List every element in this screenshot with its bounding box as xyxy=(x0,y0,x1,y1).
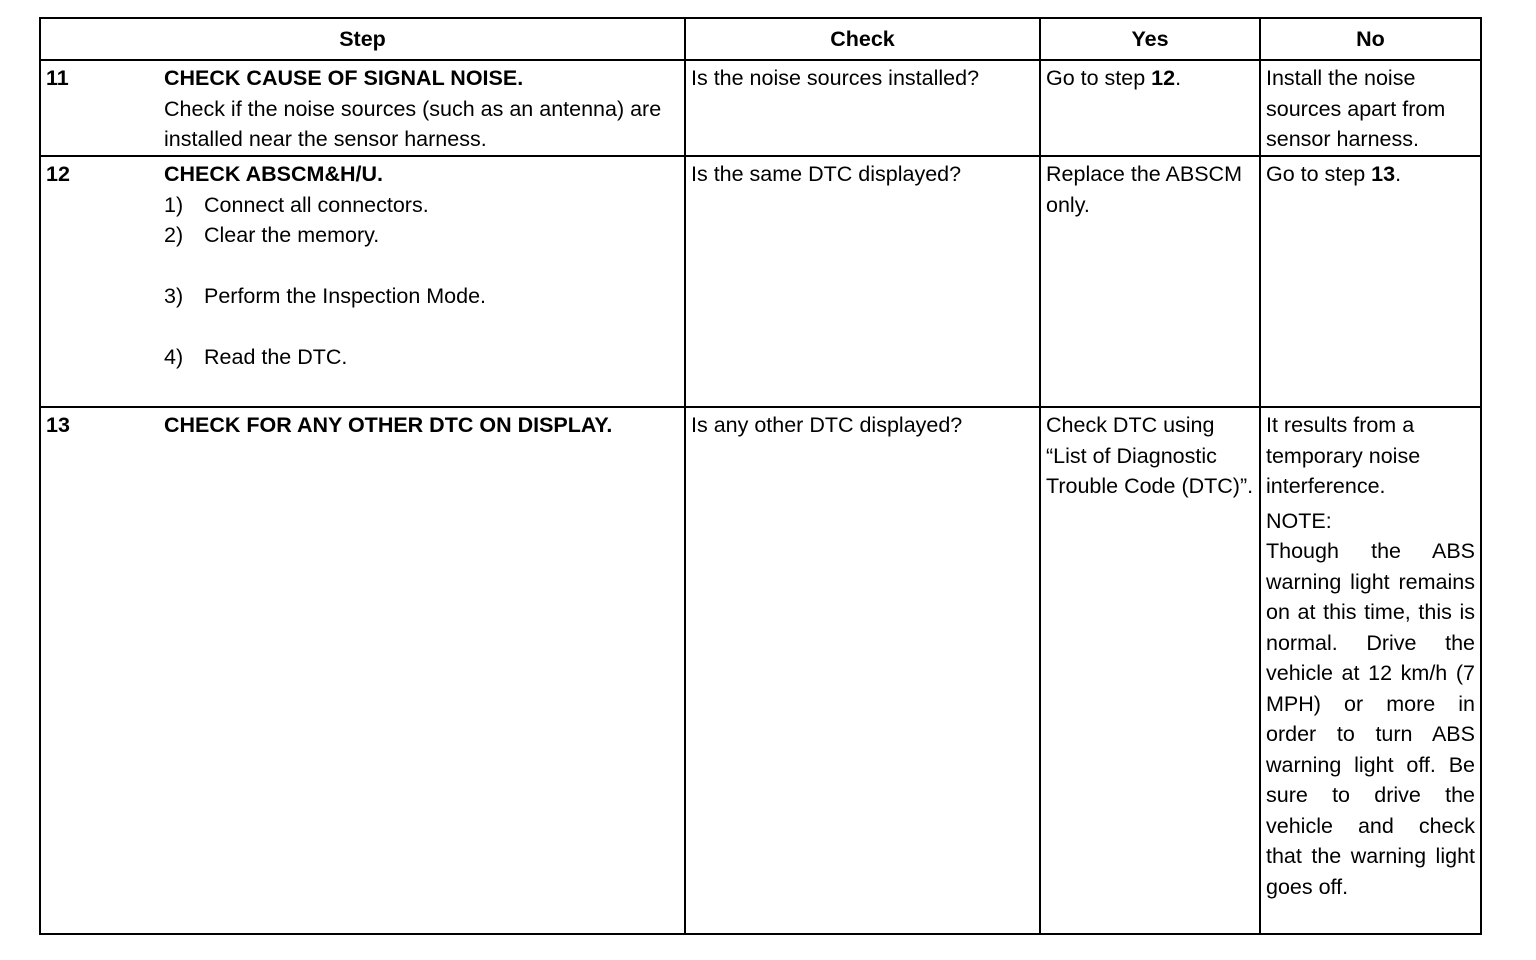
table-row xyxy=(40,60,1481,156)
step-cell xyxy=(40,156,685,407)
step-number: 12 xyxy=(46,162,70,186)
yes-cell xyxy=(1040,60,1260,156)
no-step-ref: 13 xyxy=(1371,162,1396,186)
header-check: Check xyxy=(685,18,1040,60)
note-label: NOTE: xyxy=(1266,508,1332,533)
yes-cell: Check DTC using “List of Diagnostic Trouble Code (DTC)”. xyxy=(1040,407,1260,934)
check-cell: Is the same DTC displayed? xyxy=(685,156,1040,407)
substep-item xyxy=(164,281,679,312)
yes-suffix: . xyxy=(1175,66,1182,90)
check-cell: Is the noise sources installed? xyxy=(685,60,1040,156)
substep-text: Perform the Inspection Mode. xyxy=(204,284,487,308)
substep-text: Clear the memory. xyxy=(204,223,380,247)
yes-text: Go to step xyxy=(1046,66,1152,90)
no-cell: Install the noise sources apart from sensor harness. xyxy=(1260,60,1481,156)
check-cell: Is any other DTC displayed? xyxy=(685,407,1040,934)
yes-step-ref: 12 xyxy=(1151,66,1176,90)
step-title: CHECK ABSCM&H/U. xyxy=(164,162,383,186)
substep-number: 4) xyxy=(164,345,184,369)
header-no: No xyxy=(1260,18,1481,60)
table-row xyxy=(40,156,1481,407)
no-cell xyxy=(1260,407,1481,934)
yes-cell: Replace the ABSCM only. xyxy=(1040,156,1260,407)
substep-item xyxy=(164,220,679,251)
substep-text: Connect all connectors. xyxy=(204,192,429,217)
header-step: Step xyxy=(40,18,685,60)
substep-text: Read the DTC. xyxy=(204,345,348,369)
step-detail: Check if the noise sources (such as an antenna) are installed near the sensor harness. xyxy=(164,96,662,151)
substep-number: 1) xyxy=(164,192,184,217)
no-cell xyxy=(1260,156,1481,407)
no-text: Go to step xyxy=(1266,162,1372,186)
table-row xyxy=(40,407,1481,934)
step-cell xyxy=(40,407,685,934)
note-text: Though the ABS warning light remains on at this time, this is normal. Drive the vehicle at 12 km/h (7 MPH) or more in order to turn ABS warning light off. Be sure to drive the vehicle and check that the warning light goes off. xyxy=(1266,539,1475,899)
substep-number: 2) xyxy=(164,223,184,247)
step-number: 13 xyxy=(46,413,70,437)
header-yes: Yes xyxy=(1040,18,1260,60)
step-cell xyxy=(40,60,685,156)
header-row xyxy=(40,18,1481,60)
diagnostic-table xyxy=(39,17,1482,935)
step-title: CHECK CAUSE OF SIGNAL NOISE. xyxy=(164,66,524,90)
no-suffix: . xyxy=(1395,162,1402,186)
no-text: It results from a temporary noise interference. xyxy=(1266,413,1421,498)
substep-item xyxy=(164,342,679,373)
step-title: CHECK FOR ANY OTHER DTC ON DISPLAY. xyxy=(164,413,613,437)
step-number: 11 xyxy=(46,66,69,90)
substep-item xyxy=(164,190,679,221)
substep-number: 3) xyxy=(164,284,184,308)
